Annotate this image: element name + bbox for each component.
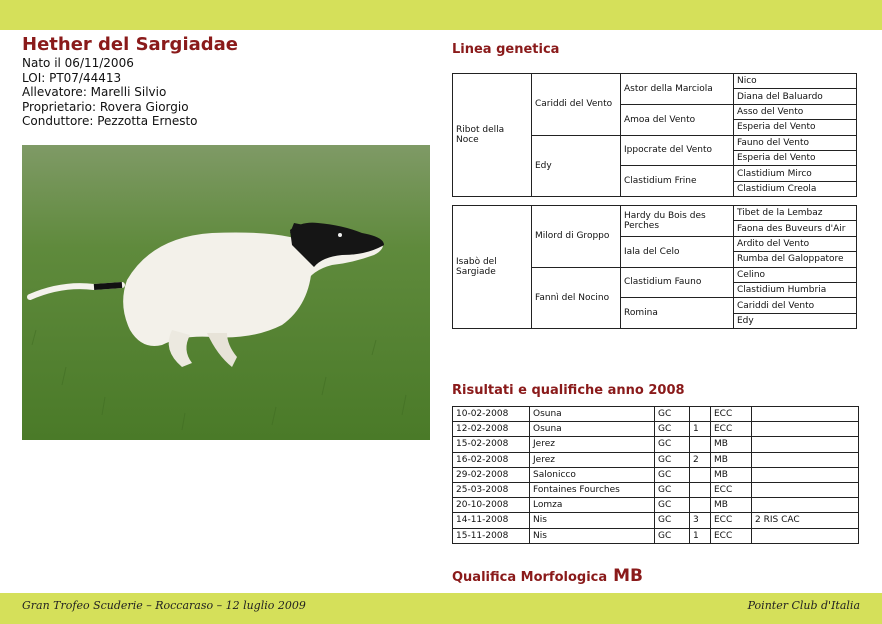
dog-photo — [22, 145, 430, 440]
pedigree-g3: Iala del Celo — [621, 236, 734, 267]
result-class: GC — [655, 528, 690, 543]
result-qualification: ECC — [711, 407, 752, 422]
pedigree-g4: Ardito del Vento — [734, 236, 857, 251]
pedigree-g4: Celino — [734, 267, 857, 282]
pedigree-sire-table — [452, 73, 857, 197]
table-row — [453, 482, 859, 497]
table-row — [453, 498, 859, 513]
pedigree-g4: Asso del Vento — [734, 104, 857, 119]
result-rank — [690, 467, 711, 482]
results-table — [452, 406, 859, 544]
table-row — [453, 452, 859, 467]
qualifica — [452, 566, 643, 586]
breeder: Allevatore: Marelli Silvio — [22, 85, 167, 99]
pedigree-g4: Esperia del Vento — [734, 120, 857, 135]
result-qualification: MB — [711, 467, 752, 482]
pedigree-g4: Clastidium Mirco — [734, 166, 857, 181]
dog-name: Hether del Sargiadae — [22, 34, 238, 55]
result-rank — [690, 437, 711, 452]
pedigree-g3: Astor della Marciola — [621, 74, 734, 105]
pedigree-g3: Clastidium Frine — [621, 166, 734, 197]
result-award — [752, 482, 859, 497]
result-award — [752, 467, 859, 482]
result-place: Nis — [530, 528, 655, 543]
pedigree-g4: Cariddi del Vento — [734, 298, 857, 313]
result-rank: 2 — [690, 452, 711, 467]
qualifica-grade: MB — [613, 566, 643, 586]
result-class: GC — [655, 407, 690, 422]
result-place: Osuna — [530, 407, 655, 422]
result-date: 20-10-2008 — [453, 498, 530, 513]
result-qualification: ECC — [711, 482, 752, 497]
pedigree-g4: Nico — [734, 74, 857, 89]
result-rank: 1 — [690, 422, 711, 437]
result-date: 15-02-2008 — [453, 437, 530, 452]
pedigree-g4: Diana del Baluardo — [734, 89, 857, 104]
result-class: GC — [655, 452, 690, 467]
result-rank — [690, 482, 711, 497]
result-qualification: MB — [711, 437, 752, 452]
result-class: GC — [655, 422, 690, 437]
result-place: Salonicco — [530, 467, 655, 482]
pedigree-g2: Milord di Groppo — [532, 206, 621, 268]
qualifica-label: Qualifica Morfologica — [452, 570, 608, 585]
result-award — [752, 528, 859, 543]
result-date: 29-02-2008 — [453, 467, 530, 482]
result-award — [752, 422, 859, 437]
result-award — [752, 437, 859, 452]
pedigree-g3: Amoa del Vento — [621, 104, 734, 135]
loi-number: LOI: PT07/44413 — [22, 70, 122, 85]
result-class: GC — [655, 467, 690, 482]
pedigree-g3: Ippocrate del Vento — [621, 135, 734, 166]
result-award: 2 RIS CAC — [752, 513, 859, 528]
handler: Conduttore: Pezzotta Ernesto — [22, 114, 198, 128]
dog-info — [22, 56, 198, 129]
result-date: 14-11-2008 — [453, 513, 530, 528]
result-rank: 3 — [690, 513, 711, 528]
birth-date: Nato il 06/11/2006 — [22, 56, 134, 70]
table-row — [453, 422, 859, 437]
table-row — [453, 437, 859, 452]
result-qualification: MB — [711, 452, 752, 467]
pedigree-g1: Ribot della Noce — [453, 74, 532, 197]
table-row — [453, 528, 859, 543]
result-date: 16-02-2008 — [453, 452, 530, 467]
top-band — [0, 0, 882, 30]
result-qualification: MB — [711, 498, 752, 513]
pedigree-g4: Faona des Buveurs d'Air — [734, 221, 857, 236]
table-row — [453, 467, 859, 482]
result-class: GC — [655, 482, 690, 497]
result-date: 12-02-2008 — [453, 422, 530, 437]
result-place: Lomza — [530, 498, 655, 513]
result-date: 25-03-2008 — [453, 482, 530, 497]
pedigree-g3: Clastidium Fauno — [621, 267, 734, 298]
result-date: 10-02-2008 — [453, 407, 530, 422]
results-title: Risultati e qualifiche anno 2008 — [452, 383, 685, 398]
result-qualification: ECC — [711, 513, 752, 528]
result-place: Osuna — [530, 422, 655, 437]
result-date: 15-11-2008 — [453, 528, 530, 543]
pedigree-g3: Romina — [621, 298, 734, 329]
table-row — [453, 513, 859, 528]
result-qualification: ECC — [711, 422, 752, 437]
result-rank — [690, 407, 711, 422]
result-class: GC — [655, 513, 690, 528]
result-award — [752, 452, 859, 467]
pedigree-g2: Cariddi del Vento — [532, 74, 621, 136]
pedigree-g4: Fauno del Vento — [734, 135, 857, 150]
owner: Proprietario: Rovera Giorgio — [22, 99, 189, 114]
result-place: Nis — [530, 513, 655, 528]
pedigree-g4: Rumba del Galoppatore — [734, 252, 857, 267]
result-place: Jerez — [530, 452, 655, 467]
result-class: GC — [655, 498, 690, 513]
result-award — [752, 407, 859, 422]
result-place: Jerez — [530, 437, 655, 452]
result-rank: 1 — [690, 528, 711, 543]
result-qualification: ECC — [711, 528, 752, 543]
footer-club: Pointer Club d'Italia — [747, 599, 860, 612]
pedigree-g2: Fannì del Nocino — [532, 267, 621, 329]
result-rank — [690, 498, 711, 513]
pedigree-g4: Edy — [734, 313, 857, 328]
pedigree-dam-table — [452, 205, 857, 329]
pedigree-g4: Clastidium Creola — [734, 181, 857, 196]
pedigree-title: Linea genetica — [452, 42, 560, 57]
pedigree-g2: Edy — [532, 135, 621, 197]
result-class: GC — [655, 437, 690, 452]
pedigree-g4: Tibet de la Lembaz — [734, 206, 857, 221]
result-place: Fontaines Fourches — [530, 482, 655, 497]
pedigree-g1: Isabò del Sargiade — [453, 206, 532, 329]
pedigree-g4: Clastidium Humbria — [734, 282, 857, 297]
pedigree-g4: Esperia del Vento — [734, 150, 857, 165]
result-award — [752, 498, 859, 513]
footer-event: Gran Trofeo Scuderie – Roccaraso – 12 luglio 2009 — [22, 599, 306, 612]
table-row — [453, 407, 859, 422]
pedigree-g3: Hardy du Bois des Perches — [621, 206, 734, 237]
